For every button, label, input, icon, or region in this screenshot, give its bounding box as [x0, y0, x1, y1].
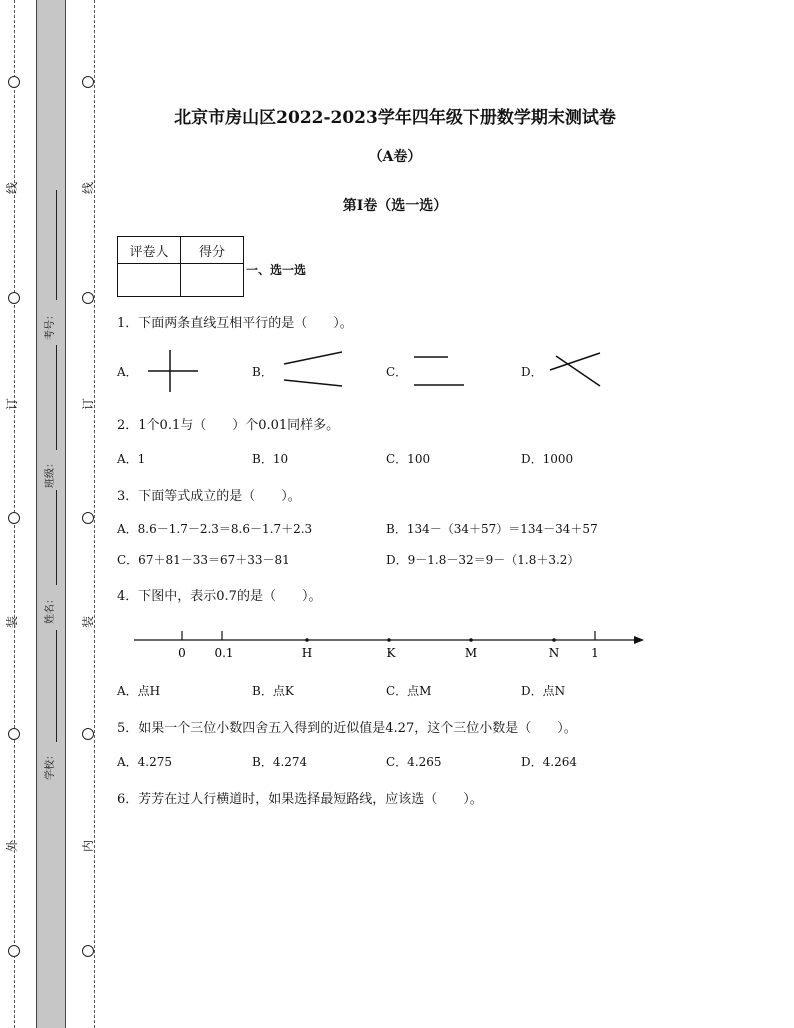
q4-option-d: D．点N: [521, 684, 566, 698]
q1-option-c: C．: [386, 365, 408, 379]
reviewer-cell: [118, 264, 181, 297]
inner-mark-xian: 线: [81, 181, 96, 195]
question-4: 4．下图中，表示0.7的是（ ）。: [117, 589, 322, 604]
label-h: H: [301, 646, 313, 660]
outer-mark-xian: 线: [5, 181, 20, 195]
point-h-dot: [305, 638, 309, 642]
score-header: 得分: [181, 237, 244, 264]
name-label: 姓名：: [45, 594, 56, 624]
question-5: 5．如果一个三位小数四舍五入得到的近似值是4.27，这个三位小数是（ ）。: [117, 721, 577, 736]
question-6: 6．芳芳在过人行横道时，如果选择最短路线，应该选（ ）。: [117, 792, 483, 807]
inner-mark-ding: 订: [81, 397, 96, 411]
q5-option-a: A．4.275: [117, 755, 173, 769]
outer-mark-wai: 外: [5, 839, 20, 853]
inner-mark-nei: 内: [81, 839, 96, 853]
exam-number-line: [56, 190, 57, 300]
point-n-dot: [552, 638, 556, 642]
q3-option-c: C．67＋81－33＝67＋33－81: [117, 553, 290, 567]
q3-option-a: A．8.6－1.7－2.3＝8.6－1.7＋2.3: [117, 522, 313, 536]
section-heading: 一、选一选: [246, 263, 307, 277]
inner-cut-line: [94, 0, 95, 1028]
label-0: 0: [178, 646, 186, 660]
label-n: N: [548, 646, 560, 660]
q1-figure-b-converging: [282, 348, 346, 390]
point-k-dot: [387, 638, 391, 642]
school-line: [56, 630, 57, 742]
number-line-arrow-icon: [634, 636, 644, 644]
q4-number-line: [130, 626, 650, 662]
q1-figure-d-intersecting: [548, 350, 604, 390]
q4-option-a: A．点H: [117, 684, 161, 698]
school-label: 学校：: [45, 750, 56, 780]
binding-hole: [82, 292, 94, 304]
class-line: [56, 345, 57, 450]
label-1: 1: [591, 646, 599, 660]
score-cell: [181, 264, 244, 297]
q1-option-a: A．: [117, 365, 138, 379]
q1-figure-a-perpendicular: [146, 348, 200, 394]
class-label: 班级：: [45, 458, 56, 488]
q3-option-b: B．134－（34＋57）＝134－34＋57: [386, 522, 598, 536]
q5-option-d: D．4.264: [521, 755, 577, 769]
reviewer-header: 评卷人: [118, 237, 181, 264]
q2-option-c: C．100: [386, 452, 431, 466]
exam-number-label: 考号：: [45, 310, 56, 340]
label-k: K: [386, 646, 396, 660]
q1-figure-c-parallel: [412, 352, 466, 390]
q2-option-b: B．10: [252, 452, 289, 466]
binding-hole: [8, 76, 20, 88]
label-0-1: 0.1: [214, 646, 234, 660]
q5-option-b: B．4.274: [252, 755, 308, 769]
question-3: 3．下面等式成立的是（ ）。: [117, 489, 301, 504]
binding-hole: [82, 76, 94, 88]
binding-hole: [82, 728, 94, 740]
inner-mark-zhuang: 装: [81, 615, 96, 629]
name-line: [56, 490, 57, 585]
q1-option-b: B．: [252, 365, 273, 379]
binding-hole: [8, 728, 20, 740]
binding-hole: [8, 292, 20, 304]
q4-option-b: B．点K: [252, 684, 294, 698]
binding-hole: [82, 945, 94, 957]
label-m: M: [464, 646, 478, 660]
binding-hole: [8, 512, 20, 524]
q4-option-c: C．点M: [386, 684, 432, 698]
question-2: 2．1个0.1与（ ）个0.01同样多。: [117, 418, 340, 433]
exam-title: 北京市房山区2022-2023学年四年级下册数学期末测试卷: [174, 108, 616, 128]
outer-mark-ding: 订: [5, 397, 20, 411]
question-1: 1．下面两条直线互相平行的是（ ）。: [117, 316, 353, 331]
q2-option-d: D．1000: [521, 452, 574, 466]
volume-heading: 第I卷（选一选）: [342, 198, 448, 214]
binding-hole: [8, 945, 20, 957]
q1-option-d: D．: [521, 365, 543, 379]
binding-band: [36, 0, 66, 1028]
point-m-dot: [469, 638, 473, 642]
q2-option-a: A．1: [117, 452, 146, 466]
exam-title-suffix: （A卷）: [368, 149, 422, 165]
q3-option-d: D．9－1.8－32＝9－（1.8＋3.2）: [386, 553, 580, 567]
q5-option-c: C．4.265: [386, 755, 442, 769]
score-table: [117, 236, 244, 297]
outer-mark-zhuang: 装: [5, 615, 20, 629]
binding-hole: [82, 512, 94, 524]
